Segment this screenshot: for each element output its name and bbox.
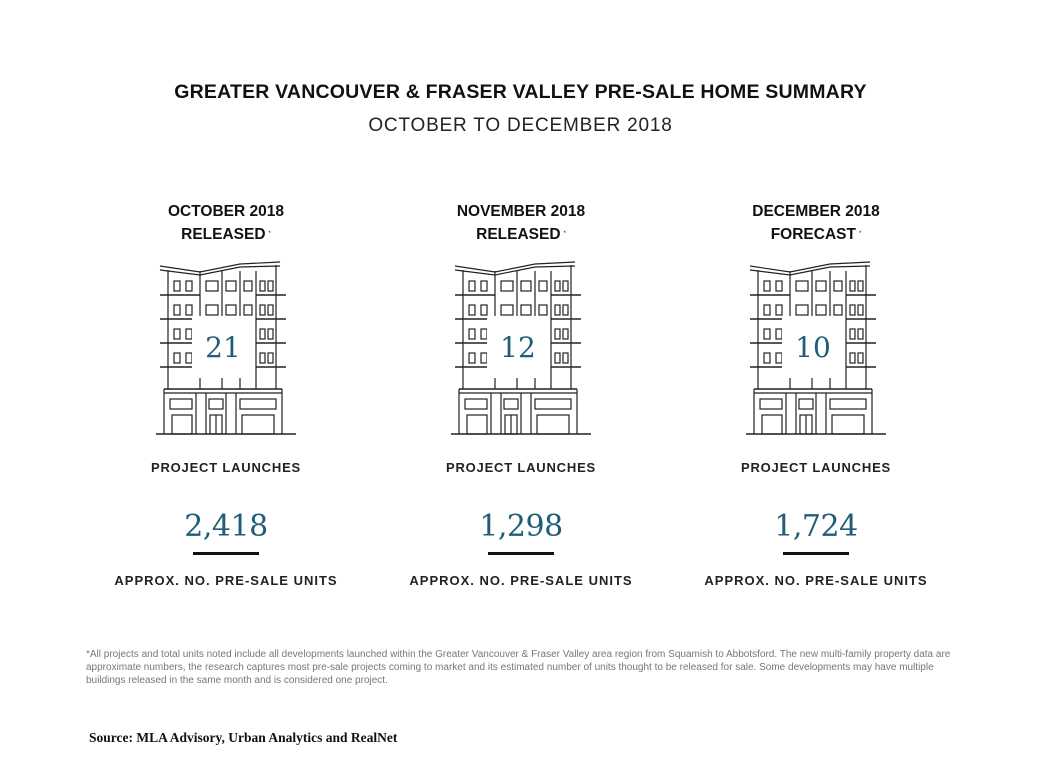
month-label: DECEMBER 2018 [752, 203, 880, 220]
status-label: RELEASED [476, 226, 561, 243]
page-title: GREATER VANCOUVER & FRASER VALLEY PRE-SALE HOME SUMMARY [174, 81, 867, 103]
project-launch-count: 12 [487, 316, 549, 378]
presale-units-value: 2,418 [184, 509, 268, 544]
month-label: NOVEMBER 2018 [456, 203, 586, 220]
footnote-marker: * [563, 231, 566, 237]
column-heading [666, 200, 966, 246]
building-icon [746, 259, 886, 435]
column-heading [371, 200, 671, 246]
summary-column-december [666, 200, 966, 588]
presale-units-label: APPROX. NO. PRE-SALE UNITS [704, 573, 928, 588]
project-launches-label: PROJECT LAUNCHES [150, 460, 302, 475]
presale-units-value: 1,724 [774, 509, 858, 544]
presale-units-label: APPROX. NO. PRE-SALE UNITS [409, 573, 633, 588]
month-label: OCTOBER 2018 [167, 203, 284, 220]
footnote-marker: * [268, 231, 271, 237]
project-launch-count: 21 [192, 316, 254, 378]
footnote-marker: * [858, 231, 862, 237]
presale-units-value: 1,298 [479, 509, 563, 544]
project-launches-label: PROJECT LAUNCHES [445, 460, 597, 475]
source-credit: Source: MLA Advisory, Urban Analytics and RealNet [89, 730, 398, 745]
divider [193, 552, 259, 555]
project-launch-count: 10 [782, 316, 844, 378]
summary-column-november [371, 200, 671, 588]
status-label: RELEASED [181, 226, 266, 243]
divider [783, 552, 849, 555]
presale-units-label: APPROX. NO. PRE-SALE UNITS [114, 573, 338, 588]
status-label: FORECAST [770, 226, 856, 243]
project-launches-label: PROJECT LAUNCHES [740, 460, 892, 475]
page-subtitle: OCTOBER TO DECEMBER 2018 [368, 115, 673, 136]
building-icon [451, 259, 591, 435]
summary-column-october [76, 200, 376, 588]
divider [488, 552, 554, 555]
footnote: *All projects and total units noted include all developments launched within the Greater Vancouver & Fraser Valley area region from Squamish to Abbotsford. The new multi-family property data are approximate numbers, the research captures most pre-sale projects coming to market and its estimated number of units thought to be released for sale. Some developments may have multiple buildings released in the same month and is considered one project. [86, 649, 951, 686]
building-icon [156, 259, 296, 435]
column-heading [76, 200, 376, 246]
